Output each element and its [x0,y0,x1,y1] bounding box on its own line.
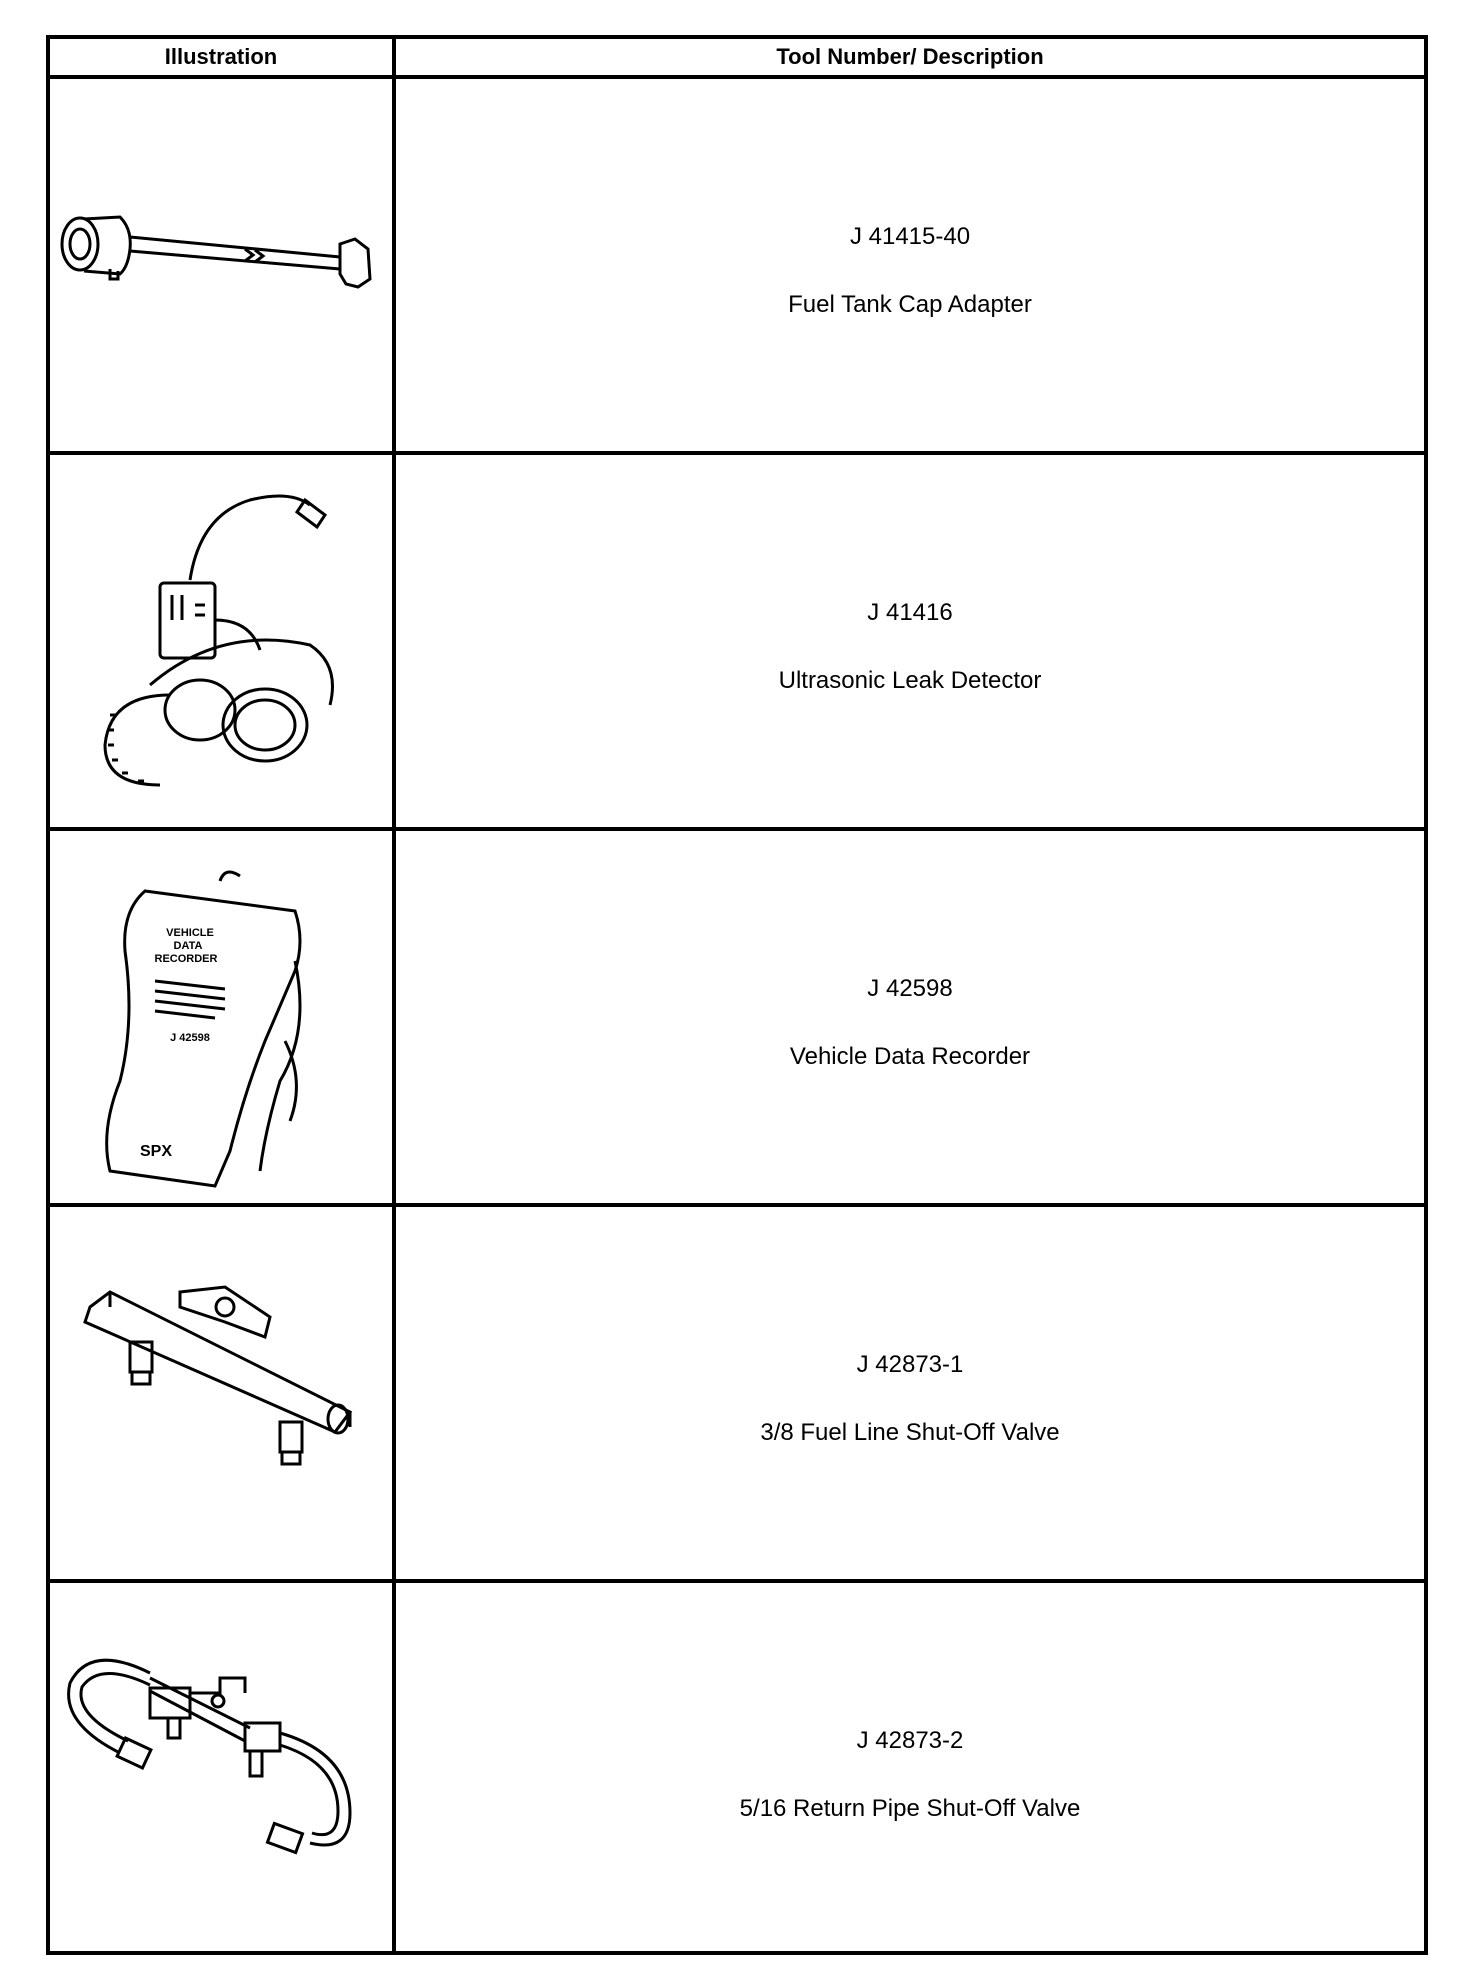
tool-number: J 42873-1 [856,1351,964,1378]
tool-number: J 41416 [867,599,953,626]
table-row [50,455,1424,831]
tool-description-cell [396,79,1424,451]
header-illustration: Illustration [164,44,278,69]
tool-number: J 41415-40 [849,223,971,250]
tool-table [46,35,1428,1955]
tool-number: J 42598 [867,975,953,1002]
tool-description-cell [396,1583,1424,1955]
tool-description: 3/8 Fuel Line Shut-Off Valve [760,1419,1060,1446]
table-row [50,1583,1424,1955]
tool-description: Vehicle Data Recorder [789,1043,1031,1070]
tool-description: Fuel Tank Cap Adapter [788,291,1032,318]
recorder-label-vehicle: VEHICLE [166,927,214,939]
tool-number: J 42873-2 [856,1727,964,1754]
fuel-tank-cap-adapter-icon [50,79,392,451]
table-header [50,39,1424,79]
table-row [50,79,1424,455]
header-tool-description: Tool Number/ Description [776,44,1044,69]
table-row [50,831,1424,1207]
ultrasonic-leak-detector-icon [50,455,392,827]
tool-description: 5/16 Return Pipe Shut-Off Valve [739,1795,1081,1822]
recorder-label-brand: SPX [140,1143,173,1160]
return-pipe-shutoff-valve-icon [50,1583,392,1955]
tool-description-cell [396,455,1424,827]
table-row [50,1207,1424,1583]
fuel-line-shutoff-valve-icon [50,1207,392,1579]
vehicle-data-recorder-icon [50,831,392,1203]
tool-description-cell [396,831,1424,1203]
recorder-label-recorder: RECORDER [154,953,218,965]
recorder-label-part-number: J 42598 [170,1032,210,1044]
tool-description-cell [396,1207,1424,1579]
tool-description: Ultrasonic Leak Detector [778,667,1042,694]
recorder-label-data: DATA [173,940,203,952]
